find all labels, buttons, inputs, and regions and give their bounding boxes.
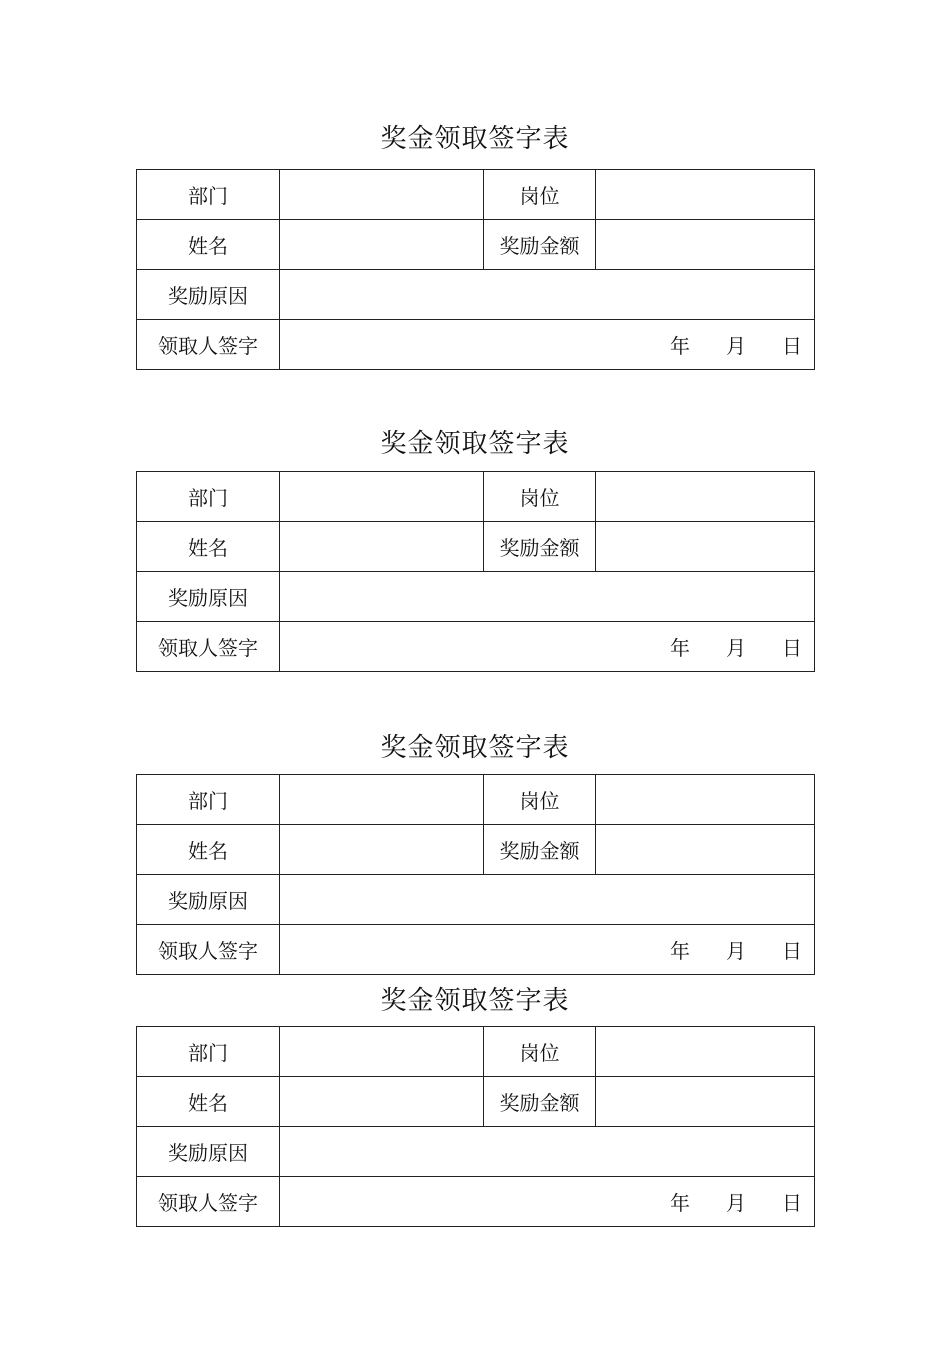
table-row bbox=[137, 320, 815, 370]
position-field[interactable] bbox=[596, 775, 815, 825]
department-field[interactable] bbox=[280, 472, 484, 522]
table-row bbox=[137, 622, 815, 672]
date-month-label: 月 bbox=[726, 334, 746, 358]
form-title: 奖金领取签字表 bbox=[380, 429, 570, 459]
date-day-label: 日 bbox=[782, 636, 802, 660]
position-label: 岗位 bbox=[484, 472, 596, 522]
date-month-label: 月 bbox=[726, 939, 746, 963]
table-row bbox=[137, 220, 815, 270]
name-label: 姓名 bbox=[137, 220, 280, 270]
department-label: 部门 bbox=[137, 170, 280, 220]
table-row bbox=[137, 825, 815, 875]
table-row bbox=[137, 925, 815, 975]
department-field[interactable] bbox=[280, 170, 484, 220]
position-field[interactable] bbox=[596, 170, 815, 220]
department-field[interactable] bbox=[280, 775, 484, 825]
table-row bbox=[137, 1127, 815, 1177]
department-label: 部门 bbox=[137, 775, 280, 825]
date-year-label: 年 bbox=[670, 939, 690, 963]
reason-field[interactable] bbox=[280, 572, 815, 622]
table-row bbox=[137, 875, 815, 925]
reason-field[interactable] bbox=[280, 270, 815, 320]
date-day-label: 日 bbox=[782, 939, 802, 963]
department-label: 部门 bbox=[137, 472, 280, 522]
name-label: 姓名 bbox=[137, 522, 280, 572]
department-label: 部门 bbox=[137, 1027, 280, 1077]
amount-field[interactable] bbox=[596, 220, 815, 270]
signature-label: 领取人签字 bbox=[137, 925, 280, 975]
form-table bbox=[136, 1026, 815, 1227]
amount-field[interactable] bbox=[596, 1077, 815, 1127]
amount-label: 奖励金额 bbox=[484, 522, 596, 572]
amount-label: 奖励金额 bbox=[484, 1077, 596, 1127]
table-row bbox=[137, 775, 815, 825]
name-field[interactable] bbox=[280, 825, 484, 875]
signature-field[interactable] bbox=[280, 925, 815, 975]
reason-label: 奖励原因 bbox=[137, 1127, 280, 1177]
date-day-label: 日 bbox=[782, 1191, 802, 1215]
reason-label: 奖励原因 bbox=[137, 270, 280, 320]
table-row bbox=[137, 270, 815, 320]
date-year-label: 年 bbox=[670, 334, 690, 358]
name-label: 姓名 bbox=[137, 825, 280, 875]
signature-label: 领取人签字 bbox=[137, 1177, 280, 1227]
amount-label: 奖励金额 bbox=[484, 825, 596, 875]
form-title: 奖金领取签字表 bbox=[380, 733, 570, 763]
signature-field[interactable] bbox=[280, 622, 815, 672]
position-label: 岗位 bbox=[484, 775, 596, 825]
position-field[interactable] bbox=[596, 472, 815, 522]
position-label: 岗位 bbox=[484, 170, 596, 220]
form-table bbox=[136, 471, 815, 672]
date-day-label: 日 bbox=[782, 334, 802, 358]
name-field[interactable] bbox=[280, 1077, 484, 1127]
table-row bbox=[137, 522, 815, 572]
amount-field[interactable] bbox=[596, 825, 815, 875]
form-table bbox=[136, 169, 815, 370]
form-table bbox=[136, 774, 815, 975]
signature-field[interactable] bbox=[280, 1177, 815, 1227]
name-label: 姓名 bbox=[137, 1077, 280, 1127]
date-year-label: 年 bbox=[670, 1191, 690, 1215]
name-field[interactable] bbox=[280, 522, 484, 572]
reason-field[interactable] bbox=[280, 1127, 815, 1177]
position-label: 岗位 bbox=[484, 1027, 596, 1077]
table-row bbox=[137, 1077, 815, 1127]
position-field[interactable] bbox=[596, 1027, 815, 1077]
reason-field[interactable] bbox=[280, 875, 815, 925]
table-row bbox=[137, 170, 815, 220]
reason-label: 奖励原因 bbox=[137, 572, 280, 622]
table-row bbox=[137, 472, 815, 522]
date-month-label: 月 bbox=[726, 1191, 746, 1215]
table-row bbox=[137, 1177, 815, 1227]
signature-field[interactable] bbox=[280, 320, 815, 370]
name-field[interactable] bbox=[280, 220, 484, 270]
signature-label: 领取人签字 bbox=[137, 320, 280, 370]
date-month-label: 月 bbox=[726, 636, 746, 660]
amount-field[interactable] bbox=[596, 522, 815, 572]
department-field[interactable] bbox=[280, 1027, 484, 1077]
table-row bbox=[137, 1027, 815, 1077]
date-year-label: 年 bbox=[670, 636, 690, 660]
form-title: 奖金领取签字表 bbox=[380, 986, 570, 1016]
signature-label: 领取人签字 bbox=[137, 622, 280, 672]
table-row bbox=[137, 572, 815, 622]
form-title: 奖金领取签字表 bbox=[380, 124, 570, 154]
amount-label: 奖励金额 bbox=[484, 220, 596, 270]
reason-label: 奖励原因 bbox=[137, 875, 280, 925]
